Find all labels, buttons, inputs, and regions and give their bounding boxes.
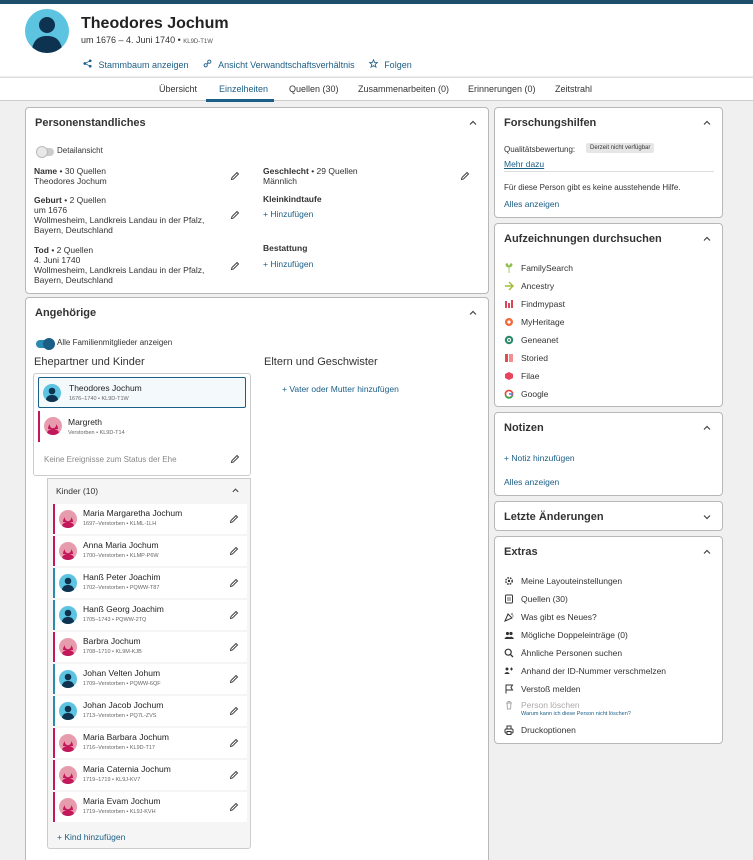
tab-overview[interactable]: Übersicht xyxy=(159,84,198,94)
extras-item-flag[interactable] xyxy=(504,684,581,694)
chevron-up-icon[interactable] xyxy=(702,234,712,244)
child-name: Hanß Peter Joachim xyxy=(83,572,161,582)
tree-view-link[interactable] xyxy=(83,59,189,70)
child-name: Anna Maria Jochum xyxy=(83,540,159,550)
female-avatar xyxy=(44,417,62,435)
records-title: Aufzeichnungen durchsuchen xyxy=(504,233,662,245)
edit-child-pencil-icon[interactable] xyxy=(229,514,239,524)
child-name: Maria Caternia Jochum xyxy=(83,764,171,774)
child-row[interactable] xyxy=(53,632,247,662)
research-show-all-link[interactable]: Alles anzeigen xyxy=(504,199,560,209)
male-bar xyxy=(53,568,55,598)
chevron-up-icon[interactable] xyxy=(702,118,712,128)
child-name: Maria Barbara Jochum xyxy=(83,732,169,742)
familysearch-logo-icon xyxy=(504,263,514,273)
birth-sources: • 2 Quellen xyxy=(64,195,106,205)
chevron-down-icon[interactable] xyxy=(702,512,712,522)
detail-view-label: Detailansicht xyxy=(57,146,103,155)
add-burial-link[interactable] xyxy=(263,259,313,269)
child-info: 1705–1743 • PQWW-2TQ xyxy=(83,617,147,623)
death-sources: • 2 Quellen xyxy=(51,245,94,255)
birth-place-line1: Wollmesheim, Landkreis Landau in der Pfalz, xyxy=(34,215,205,225)
child-row[interactable] xyxy=(53,760,247,790)
extras-item-duplicates[interactable] xyxy=(504,630,628,640)
female-bar xyxy=(53,536,55,566)
merge-icon xyxy=(504,666,514,676)
death-label: Tod xyxy=(34,245,49,255)
edit-child-pencil-icon[interactable] xyxy=(229,642,239,652)
person-lifespan xyxy=(81,35,213,45)
record-provider-label: FamilySearch xyxy=(521,263,573,273)
extras-item-label: Quellen (30) xyxy=(521,594,568,604)
extras-item-label: Meine Layouteinstellungen xyxy=(521,576,623,586)
child-name: Maria Margaretha Jochum xyxy=(83,508,183,518)
record-provider-storied[interactable] xyxy=(504,353,548,363)
male-bar xyxy=(53,600,55,630)
family-title: Angehörige xyxy=(35,307,97,319)
record-provider-label: MyHeritage xyxy=(521,317,565,327)
extras-item-label: Anhand der ID-Nummer verschmelzen xyxy=(521,666,667,676)
tab-timeline[interactable]: Zeitstrahl xyxy=(555,84,593,94)
flag-icon xyxy=(504,684,514,694)
chevron-up-icon[interactable] xyxy=(231,486,240,497)
extras-item-trash xyxy=(504,700,580,710)
person-header xyxy=(0,4,753,76)
child-row[interactable] xyxy=(53,568,247,598)
record-provider-familysearch[interactable] xyxy=(504,263,573,273)
plus-icon: + xyxy=(57,832,65,842)
person-dates: um 1676 – 4. Juni 1740 • xyxy=(81,35,181,45)
extras-item-search[interactable] xyxy=(504,648,622,658)
wife-row[interactable] xyxy=(38,411,246,442)
relationship-view-label: Ansicht Verwandtschaftsverhältnis xyxy=(218,60,355,70)
add-christening-label: Hinzufügen xyxy=(270,209,314,219)
relationship-icon xyxy=(203,60,215,70)
person-name: Theodores Jochum xyxy=(81,15,229,32)
extras-item-sources[interactable] xyxy=(504,594,568,604)
name-value: Theodores Jochum xyxy=(34,176,107,186)
record-provider-google[interactable] xyxy=(504,389,548,399)
extras-item-label: Mögliche Doppeleinträge (0) xyxy=(521,630,628,640)
quality-badge: Derzeit nicht verfügbar xyxy=(586,143,654,153)
child-row[interactable] xyxy=(53,504,247,534)
notes-card xyxy=(494,412,723,496)
record-provider-ancestry[interactable] xyxy=(504,281,554,291)
plus-icon: + xyxy=(263,259,271,269)
chevron-up-icon[interactable] xyxy=(702,547,712,557)
record-provider-geneanet[interactable] xyxy=(504,335,558,345)
geneanet-logo-icon xyxy=(504,335,514,345)
children-label[interactable]: Kinder (10) xyxy=(56,486,99,496)
child-info: 1719–Verstorben • KL9J-KVH xyxy=(83,809,156,815)
female-bar xyxy=(38,411,40,442)
extras-title: Extras xyxy=(504,546,538,558)
latest-changes-card[interactable] xyxy=(494,501,723,531)
person-id: KL9D-T1W xyxy=(183,39,213,45)
sources-icon xyxy=(504,594,514,604)
child-name: Maria Evam Jochum xyxy=(83,796,161,806)
record-provider-myheritage[interactable] xyxy=(504,317,564,327)
storied-logo-icon xyxy=(504,353,514,363)
edit-couple-pencil-icon[interactable] xyxy=(230,454,240,464)
death-fact[interactable] xyxy=(34,245,234,285)
tree-view-label: Stammbaum anzeigen xyxy=(98,60,189,70)
show-all-family-toggle[interactable] xyxy=(36,340,54,348)
notes-title: Notizen xyxy=(504,422,544,434)
myheritage-logo-icon xyxy=(504,317,514,327)
notes-show-all-link[interactable]: Alles anzeigen xyxy=(504,477,560,487)
record-provider-label: Findmypast xyxy=(521,299,565,309)
death-date: 4. Juni 1740 xyxy=(34,255,81,265)
add-note-link[interactable] xyxy=(504,453,575,463)
star-icon xyxy=(369,60,381,70)
duplicates-icon xyxy=(504,630,514,640)
extras-item-news[interactable] xyxy=(504,612,597,622)
birth-fact[interactable] xyxy=(34,195,234,235)
name-fact[interactable] xyxy=(34,166,234,186)
husband-name: Theodores Jochum xyxy=(69,383,142,393)
birth-label: Geburt xyxy=(34,195,62,205)
name-sources: • 30 Quellen xyxy=(59,166,106,176)
extras-item-label: Druckoptionen xyxy=(521,725,576,735)
female-avatar xyxy=(59,542,77,560)
extras-item-label: Person löschen xyxy=(521,700,580,710)
male-avatar xyxy=(59,670,77,688)
chevron-up-icon[interactable] xyxy=(468,118,478,128)
female-bar xyxy=(53,760,55,790)
plus-icon: + xyxy=(282,384,290,394)
edit-child-pencil-icon[interactable] xyxy=(229,738,239,748)
female-avatar xyxy=(59,638,77,656)
news-icon xyxy=(504,612,514,622)
christening-label: Kleinkindtaufe xyxy=(263,194,322,204)
findmypast-logo-icon xyxy=(504,299,514,309)
male-avatar xyxy=(59,702,77,720)
follow-label: Folgen xyxy=(384,60,412,70)
record-provider-filae[interactable] xyxy=(504,371,539,381)
edit-birth-pencil-icon[interactable] xyxy=(230,210,240,220)
tab-details[interactable]: Einzelheiten xyxy=(219,84,269,94)
no-help-text: Für diese Person gibt es keine ausstehende Hilfe. xyxy=(504,183,681,192)
child-row[interactable] xyxy=(53,696,247,726)
male-avatar xyxy=(59,606,77,624)
children-box xyxy=(47,478,251,849)
vitals-card xyxy=(25,107,489,294)
person-avatar xyxy=(25,9,69,53)
edit-child-pencil-icon[interactable] xyxy=(229,770,239,780)
add-note-label: Notiz hinzufügen xyxy=(511,453,575,463)
search-icon xyxy=(504,648,514,658)
edit-child-pencil-icon[interactable] xyxy=(229,578,239,588)
child-row[interactable] xyxy=(53,792,247,822)
child-info: 1719–1719 • KL9J-KV7 xyxy=(83,777,141,783)
more-info-link[interactable]: Mehr dazu xyxy=(504,159,545,169)
gear-icon xyxy=(504,576,514,586)
child-row[interactable] xyxy=(53,664,247,694)
sex-sources: • 29 Quellen xyxy=(311,166,358,176)
extras-item-label: Verstoß melden xyxy=(521,684,581,694)
add-parent-label: Vater oder Mutter hinzufügen xyxy=(289,384,399,394)
chevron-up-icon[interactable] xyxy=(468,308,478,318)
edit-child-pencil-icon[interactable] xyxy=(229,610,239,620)
child-info: 1708–1710 • KL9M-KJB xyxy=(83,649,142,655)
print-icon xyxy=(504,725,514,735)
child-row[interactable] xyxy=(53,728,247,758)
trash-icon xyxy=(504,700,514,710)
sex-label: Geschlecht xyxy=(263,166,309,176)
male-avatar xyxy=(59,574,77,592)
female-avatar xyxy=(59,798,77,816)
follow-link[interactable] xyxy=(369,59,412,70)
show-all-family-label: Alle Familienmitglieder anzeigen xyxy=(57,338,173,347)
female-bar xyxy=(53,504,55,534)
add-child-label: Kind hinzufügen xyxy=(64,832,126,842)
child-info: 1716–Verstorben • KL9D-T17 xyxy=(83,745,155,751)
edit-child-pencil-icon[interactable] xyxy=(229,546,239,556)
header-actions xyxy=(83,59,412,70)
no-marriage-events: Keine Ereignisse zum Status der Ehe xyxy=(44,455,177,464)
google-logo-icon xyxy=(504,389,514,399)
husband-row[interactable] xyxy=(38,377,246,408)
wife-info: Verstorben • KL9D-T14 xyxy=(68,430,125,436)
edit-child-pencil-icon[interactable] xyxy=(229,706,239,716)
female-avatar xyxy=(59,734,77,752)
female-avatar xyxy=(59,510,77,528)
edit-name-pencil-icon[interactable] xyxy=(230,171,240,181)
death-place-line2: Bayern, Deutschland xyxy=(34,275,113,285)
female-bar xyxy=(53,792,55,822)
parents-heading: Eltern und Geschwister xyxy=(264,356,378,368)
wife-name: Margreth xyxy=(68,417,103,427)
quality-label: Qualitätsbewertung: xyxy=(504,145,576,154)
child-row[interactable] xyxy=(53,600,247,630)
child-row[interactable] xyxy=(53,536,247,566)
detail-view-toggle[interactable] xyxy=(36,148,54,156)
child-name: Johan Jacob Jochum xyxy=(83,700,164,710)
vitals-title: Personenstandliches xyxy=(35,117,146,129)
record-provider-label: Geneanet xyxy=(521,335,559,345)
chevron-up-icon[interactable] xyxy=(702,423,712,433)
spouses-heading: Ehepartner und Kinder xyxy=(34,356,145,368)
tab-collaborate[interactable]: Zusammenarbeiten (0) xyxy=(358,84,450,94)
record-provider-label: Google xyxy=(521,389,549,399)
divider xyxy=(504,171,714,172)
changes-title: Letzte Änderungen xyxy=(504,511,604,523)
female-bar xyxy=(53,632,55,662)
person-tabs xyxy=(0,77,753,101)
female-avatar xyxy=(59,766,77,784)
extras-item-label: Ähnliche Personen suchen xyxy=(521,648,623,658)
child-info: 1702–Verstorben • PQWW-T87 xyxy=(83,585,160,591)
couple-box xyxy=(33,373,251,476)
death-place-line1: Wollmesheim, Landkreis Landau in der Pfalz, xyxy=(34,265,205,275)
record-provider-findmypast[interactable] xyxy=(504,299,565,309)
active-tab-indicator xyxy=(206,99,274,102)
name-label: Name xyxy=(34,166,58,176)
child-name: Barbra Jochum xyxy=(83,636,141,646)
birth-place-line2: Bayern, Deutschland xyxy=(34,225,113,235)
male-avatar xyxy=(43,384,61,402)
child-info: 1709–Verstorben • PQWW-6QF xyxy=(83,681,161,687)
tree-icon xyxy=(83,60,95,70)
male-bar xyxy=(53,664,55,694)
record-provider-label: Storied xyxy=(521,353,548,363)
extras-item-gear[interactable] xyxy=(504,576,622,586)
child-name: Johan Velten Johum xyxy=(83,668,161,678)
sex-fact[interactable] xyxy=(263,166,463,186)
filae-logo-icon xyxy=(504,371,514,381)
sex-value: Männlich xyxy=(263,176,298,186)
birth-date: um 1676 xyxy=(34,205,68,215)
delete-hint-link[interactable]: Warum kann ich diese Person nicht löschen? xyxy=(521,711,631,717)
child-info: 1700–Verstorben • KLMP-P6W xyxy=(83,553,159,559)
plus-icon: + xyxy=(263,209,271,219)
edit-child-pencil-icon[interactable] xyxy=(229,802,239,812)
research-help-card xyxy=(494,107,723,218)
tab-sources[interactable]: Quellen (30) xyxy=(289,84,339,94)
relationship-view-link[interactable] xyxy=(203,59,355,70)
extras-item-label: Was gibt es Neues? xyxy=(521,612,597,622)
add-burial-label: Hinzufügen xyxy=(270,259,314,269)
extras-item-merge[interactable] xyxy=(504,666,666,676)
record-provider-label: Ancestry xyxy=(521,281,555,291)
male-bar xyxy=(53,696,55,726)
edit-death-pencil-icon[interactable] xyxy=(230,261,240,271)
tab-memories[interactable]: Erinnerungen (0) xyxy=(468,84,536,94)
husband-info: 1676–1740 • KL9D-T1W xyxy=(69,396,129,402)
child-name: Hanß Georg Joachim xyxy=(83,604,164,614)
add-child-link[interactable] xyxy=(57,832,125,842)
extras-item-print[interactable] xyxy=(504,725,576,735)
record-provider-label: Filae xyxy=(521,371,540,381)
add-christening-link[interactable] xyxy=(263,209,313,219)
edit-child-pencil-icon[interactable] xyxy=(229,674,239,684)
add-parent-link[interactable] xyxy=(282,384,399,394)
edit-sex-pencil-icon[interactable] xyxy=(460,171,470,181)
child-info: 1697–Verstorben • KLML-1LH xyxy=(83,521,157,527)
child-info: 1713–Verstorben • PQ7L-ZVS xyxy=(83,713,157,719)
ancestry-logo-icon xyxy=(504,281,514,291)
plus-icon: + xyxy=(504,453,512,463)
female-bar xyxy=(53,728,55,758)
burial-label: Bestattung xyxy=(263,243,308,253)
research-title: Forschungshilfen xyxy=(504,117,597,129)
